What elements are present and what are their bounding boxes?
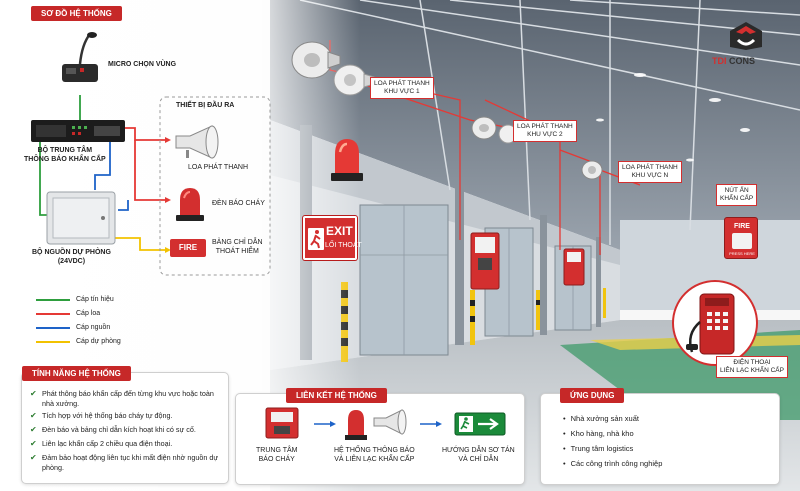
applications-list [563, 414, 662, 474]
exit-sign-label: BẢNG CHỈ DẪN THOÁT HIỂM [212, 239, 263, 255]
links-panel [235, 393, 525, 485]
running-man-icon [308, 228, 324, 250]
power-supply-label: BỘ NGUỒN DỰ PHÒNG (24VDC) [32, 249, 111, 265]
legend-speaker: Cáp loa [36, 310, 100, 317]
exit-sign-text: EXIT [326, 224, 353, 238]
emergency-phone-icon [674, 282, 758, 366]
bullet-icon: • [563, 459, 566, 468]
exit-sign-subtext: LỐI THOÁT [325, 242, 362, 249]
application-item: • Trung tâm logistics [563, 444, 634, 453]
features-panel [21, 372, 229, 484]
speaker-icon [172, 124, 224, 160]
arrow-right-icon [420, 420, 442, 428]
check-icon: ✔ [30, 425, 37, 435]
horn-speakers-zone1 [288, 40, 378, 100]
logo-text-red: TDI [712, 56, 727, 66]
zoneN-callout: LOA PHÁT THANH KHU VỰC N [618, 161, 682, 183]
phone-callout: ĐIỆN THOẠI LIÊN LẠC KHẨN CẤP [716, 356, 788, 378]
fire-beacon-icon [172, 186, 208, 222]
call-point [724, 217, 758, 259]
outputs-title: THIẾT BỊ ĐẦU RA [176, 102, 235, 109]
zone1-callout: LOA PHÁT THANH KHU VỰC 1 [370, 77, 434, 99]
microphone-label: MICRO CHỌN VÙNG [108, 61, 177, 68]
fire-alarm-panel-icon [264, 406, 300, 440]
call-point-press-text: PRESS HERE [729, 251, 755, 256]
tab-features: TÍNH NĂNG HỆ THỐNG [22, 366, 131, 381]
tab-links: LIÊN KẾT HỆ THỐNG [286, 388, 387, 403]
exit-sign [303, 216, 362, 260]
check-icon: ✔ [30, 439, 37, 449]
tab-system-diagram: SƠ ĐỒ HỆ THỐNG [31, 6, 122, 21]
application-item: • Nhà xưởng sản xuất [563, 414, 639, 423]
beacon-label: ĐÈN BÁO CHÁY [212, 200, 265, 207]
wiring [0, 0, 300, 360]
link-fire-center-label: TRUNG TÂM BÁO CHÁY [256, 447, 298, 463]
feature-item: ✔ Tích hợp với hệ thống báo cháy tự động. [30, 411, 173, 421]
check-icon: ✔ [30, 452, 37, 462]
evacuation-sign-icon [454, 412, 506, 436]
microphone-icon [52, 30, 108, 92]
zone2-callout: LOA PHÁT THANH KHU VỰC 2 [513, 120, 577, 142]
phone-circle [672, 280, 758, 366]
feature-item: ✔ Phát thông báo khẩn cấp đến từng khu vực hoặc toàn nhà xưởng. [30, 389, 214, 408]
link-notification-label: HỆ THỐNG THÔNG BÁO VÀ LIÊN LẠC KHẨN CẤP [334, 447, 415, 463]
company-logo [712, 20, 782, 70]
bullet-icon: • [563, 429, 566, 438]
fire-sign: FIRE [170, 239, 206, 257]
link-evacuation-label: HƯỚNG DẪN SƠ TÁN VÀ CHỈ DẪN [442, 447, 515, 463]
check-icon: ✔ [30, 389, 37, 398]
tab-applications: ỨNG DỤNG [560, 388, 624, 403]
call-point-callout: NÚT ẤN KHẨN CẤP [716, 184, 757, 206]
legend-signal: Cáp tín hiệu [36, 296, 114, 303]
application-item: • Kho hàng, nhà kho [563, 429, 634, 438]
power-supply-icon [45, 190, 117, 246]
horn-speaker-zoneN [580, 158, 612, 184]
controller-unit-icon [30, 118, 126, 144]
legend-backup: Cáp dự phòng [36, 338, 121, 345]
features-list [30, 389, 224, 475]
bullet-icon: • [563, 414, 566, 423]
scene-beacon-icon [330, 136, 364, 182]
legend-power: Cáp nguồn [36, 324, 110, 331]
arrow-right-icon [314, 420, 336, 428]
logo-mark-icon [726, 20, 766, 52]
fire-panel-zone2 [470, 232, 500, 290]
call-point-fire-text: FIRE [734, 223, 750, 230]
speaker-label: LOA PHÁT THANH [188, 164, 249, 171]
fire-panel-zone3 [563, 248, 585, 286]
logo-text-dark: CONS [726, 56, 756, 66]
application-item: • Các công trình công nghiệp [563, 459, 663, 468]
applications-panel [540, 393, 780, 485]
bullet-icon: • [563, 444, 566, 453]
beacon-speaker-icon [344, 406, 410, 440]
feature-item: ✔ Đảm bảo hoạt động liên tục khi mất điện nhờ nguồn dự phòng. [30, 452, 219, 472]
feature-item: ✔ Đèn báo và bảng chỉ dẫn kích hoạt khi có sự cố. [30, 425, 196, 435]
call-point-glass [732, 233, 752, 249]
check-icon: ✔ [30, 411, 37, 421]
feature-item: ✔ Liên lạc khẩn cấp 2 chiều qua điện thoại. [30, 439, 173, 449]
controller-label: BỘ TRUNG TÂM THÔNG BÁO KHẨN CẤP [24, 147, 106, 163]
